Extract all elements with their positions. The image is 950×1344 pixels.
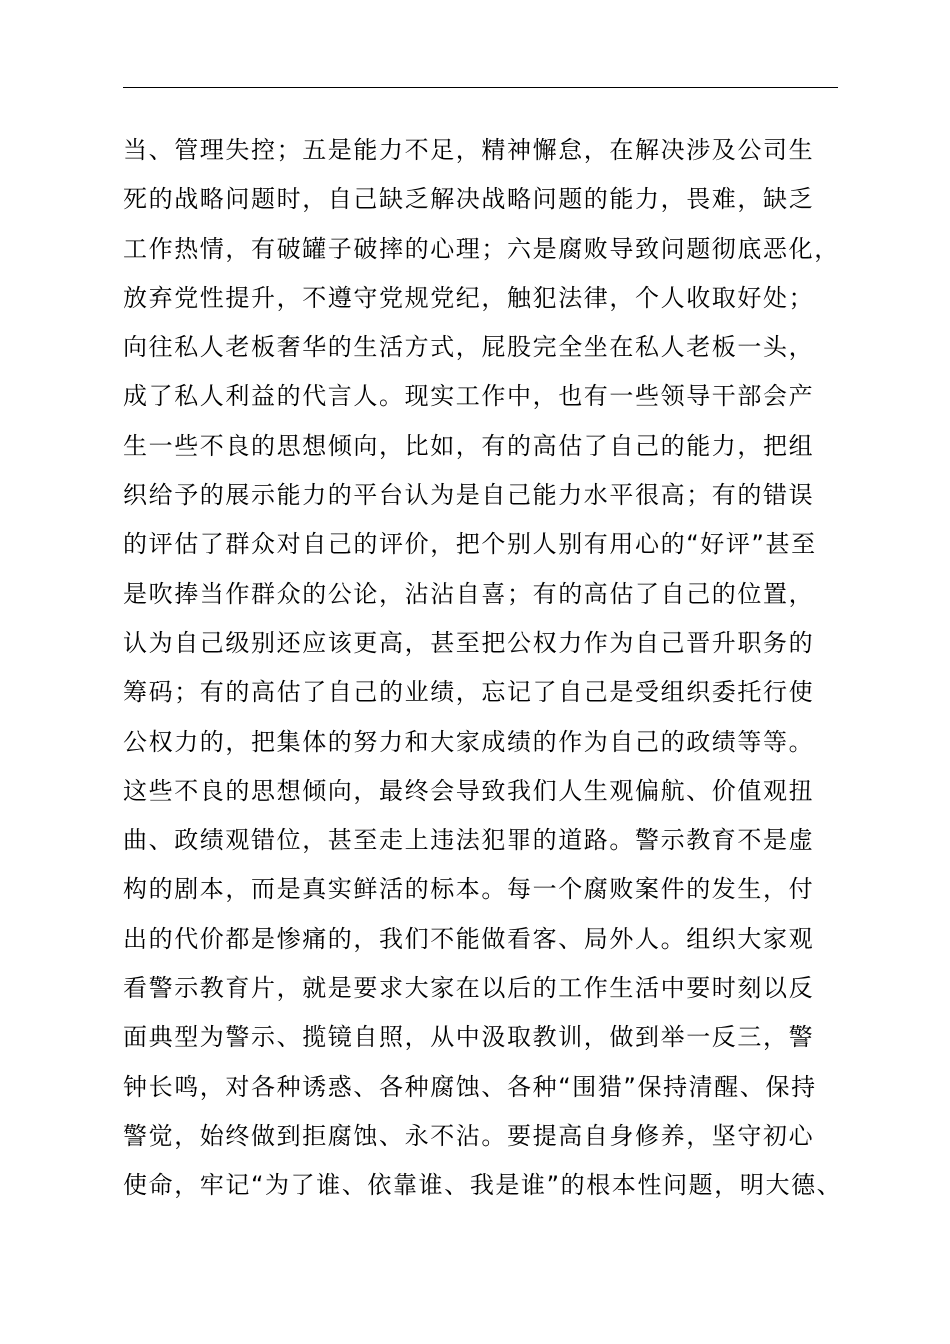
text-line-20: 钟长鸣，对各种诱惑、各种腐蚀、各种“围猎”保持清醒、保持 [123,1072,817,1101]
text-line-10: 是吹捧当作群众的公论，沾沾自喜；有的高估了自己的位置， [123,579,815,608]
text-line-7: 生一些不良的思想倾向，比如，有的高估了自己的能力，把组 [123,431,815,460]
text-line-6: 成了私人利益的代言人。现实工作中，也有一些领导干部会产 [123,382,815,411]
text-line-17: 出的代价都是惨痛的，我们不能做看客、局外人。组织大家观 [123,924,815,953]
text-line-9: 的评估了群众对自己的评价，把个别人别有用心的“好评”甚至 [123,530,817,559]
text-line-22: 使命，牢记“为了谁、依靠谁、我是谁”的根本性问题，明大德、 [123,1171,843,1200]
text-line-12: 筹码；有的高估了自己的业绩，忘记了自己是受组织委托行使 [123,678,815,707]
text-line-1: 当、管理失控；五是能力不足，精神懈怠，在解决涉及公司生 [123,136,815,164]
text-line-14: 这些不良的思想倾向，最终会导致我们人生观偏航、价值观扭 [123,776,815,805]
text-line-8: 织给予的展示能力的平台认为是自己能力水平很高；有的错误 [123,481,815,510]
text-line-21: 警觉，始终做到拒腐蚀、永不沾。要提高自身修养，坚守初心 [123,1121,815,1150]
text-line-2: 死的战略问题时，自己缺乏解决战略问题的能力，畏难，缺乏 [123,185,815,214]
text-line-3: 工作热情，有破罐子破摔的心理；六是腐败导致问题彻底恶化， [123,234,840,263]
text-line-19: 面典型为警示、揽镜自照，从中汲取教训，做到举一反三，警 [123,1023,815,1052]
text-line-13: 公权力的，把集体的努力和大家成绩的作为自己的政绩等等。 [123,727,815,756]
text-line-15: 曲、政绩观错位，甚至走上违法犯罪的道路。警示教育不是虚 [123,826,815,855]
text-line-5: 向往私人老板奢华的生活方式，屁股完全坐在私人老板一头， [123,333,815,362]
header-rule [123,87,838,88]
text-line-16: 构的剧本，而是真实鲜活的标本。每一个腐败案件的发生，付 [123,875,815,904]
text-line-4: 放弃党性提升，不遵守党规党纪，触犯法律，个人收取好处； [123,283,815,312]
text-line-11: 认为自己级别还应该更高，甚至把公权力作为自己晋升职务的 [123,628,815,657]
body-text [123,126,883,1211]
text-line-18: 看警示教育片，就是要求大家在以后的工作生活中要时刻以反 [123,974,815,1003]
